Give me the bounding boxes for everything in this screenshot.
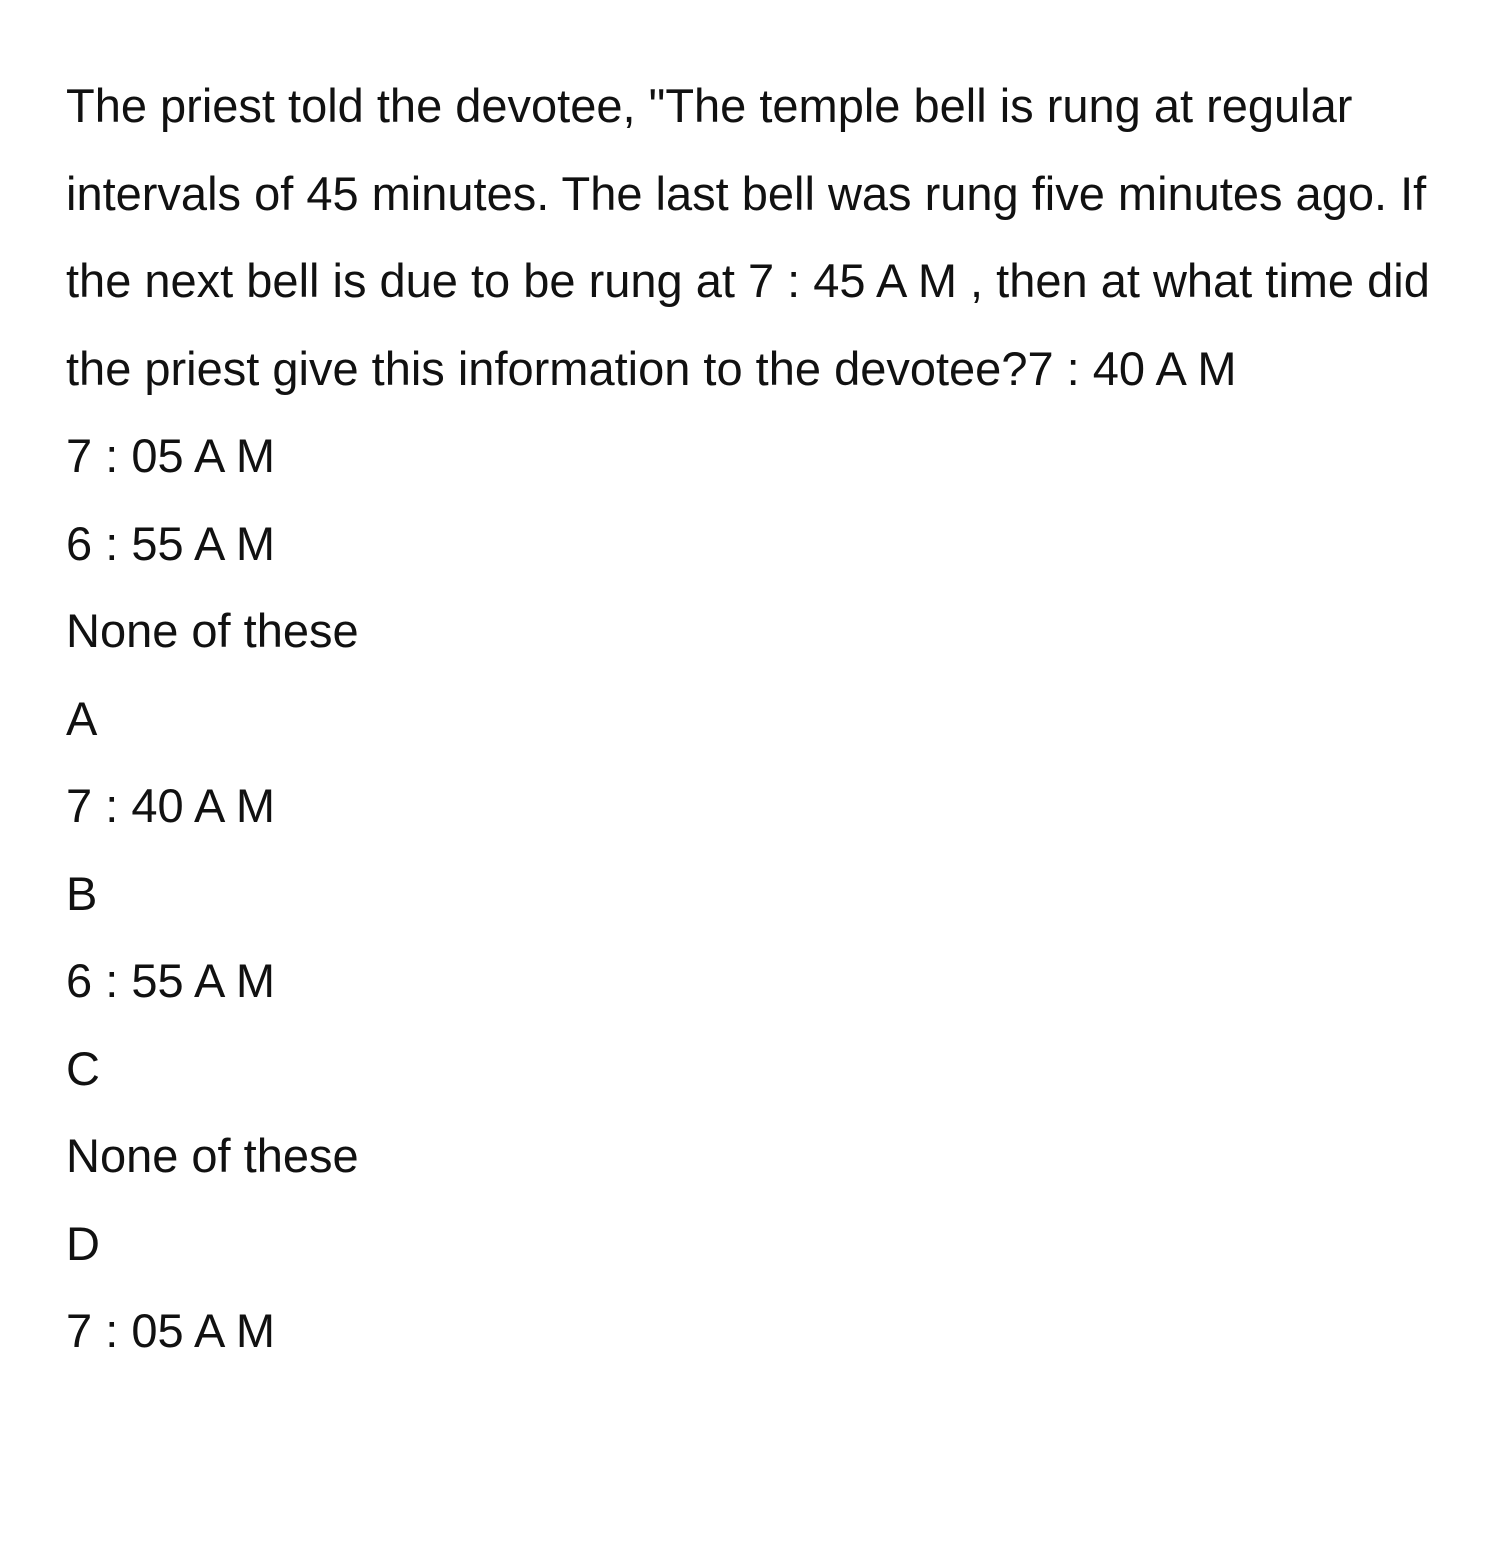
choice-d-letter: D bbox=[66, 1216, 100, 1270]
choice-b-letter: B bbox=[66, 866, 98, 920]
choice-d-text: 7 : 05 A M bbox=[66, 1304, 276, 1357]
choice-a-letter: A bbox=[66, 691, 98, 745]
choice-a-text: 7 : 40 A M bbox=[66, 779, 276, 832]
inline-option-1: 7 : 05 A M bbox=[66, 429, 276, 482]
inline-option-2: 6 : 55 A M bbox=[66, 516, 276, 570]
choice-c-letter: C bbox=[66, 1041, 100, 1095]
choice-b-text: 6 : 55 A M bbox=[66, 954, 276, 1007]
inline-option-3: None of these bbox=[66, 604, 359, 657]
choice-c-text: None of these bbox=[66, 1129, 359, 1182]
question-text: The priest told the devotee, "The temple bell is rung at regular intervals of 45 minutes. The last bell was rung five minutes ago. If the next bell is due to be rung at 7 : 45 A M , then at what time did the priest give this information to the devotee?7 : 40 A M bbox=[66, 79, 1430, 395]
